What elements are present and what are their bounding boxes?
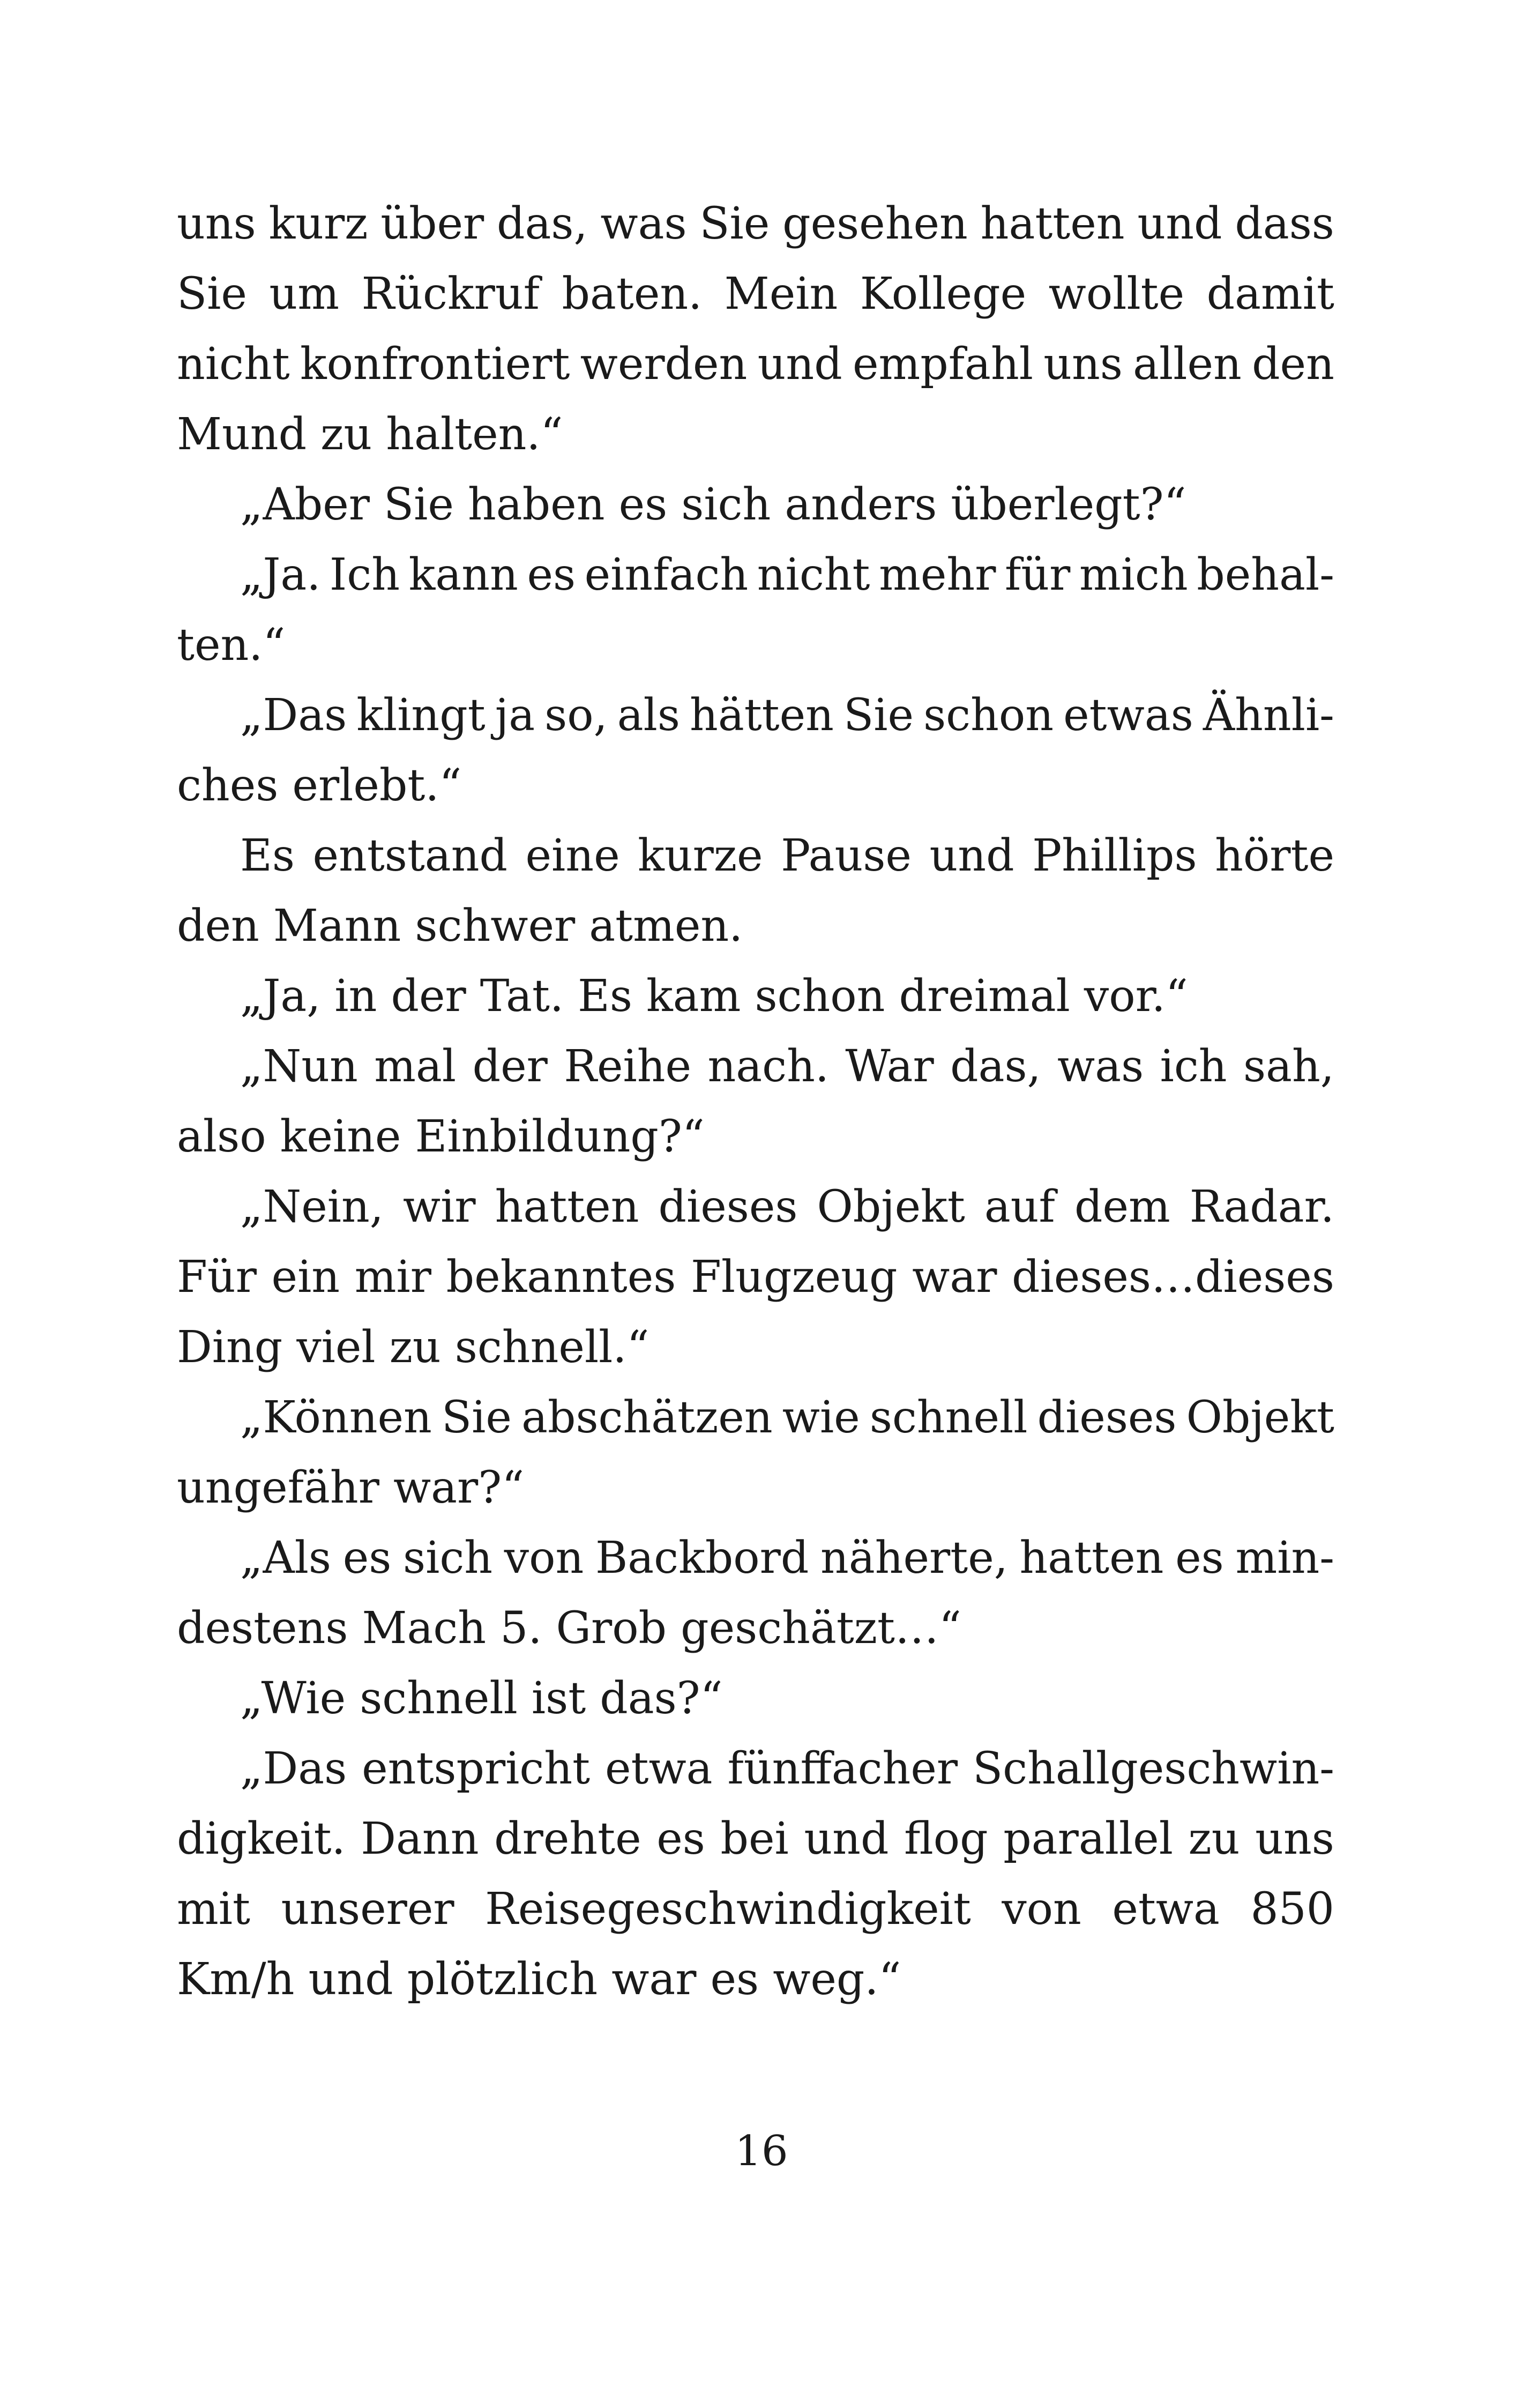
- word: „Als: [240, 1533, 332, 1584]
- word: so,: [544, 690, 608, 741]
- word: hatten: [1019, 1533, 1164, 1584]
- word: „Nun: [240, 1041, 358, 1092]
- word: Radar.: [1189, 1181, 1334, 1232]
- word: Reihe: [564, 1041, 692, 1092]
- word: behal-: [1197, 549, 1334, 600]
- word: mich: [1079, 549, 1188, 600]
- text-line: [177, 1031, 1334, 1102]
- text-line: [177, 1523, 1334, 1593]
- word: es: [527, 549, 576, 600]
- text-line: ungefähr war?“: [177, 1462, 525, 1513]
- word: mit: [177, 1884, 250, 1935]
- word: gesehen: [782, 198, 968, 249]
- text-line: [177, 1734, 1334, 1804]
- word: min-: [1235, 1533, 1334, 1584]
- word: Mein: [724, 269, 838, 319]
- word: dieses…dieses: [1012, 1252, 1334, 1303]
- word: Flugzeug: [691, 1252, 898, 1303]
- word: parallel: [1003, 1814, 1173, 1864]
- text-line: destens Mach 5. Grob geschätzt…“: [177, 1603, 961, 1654]
- word: was: [1057, 1041, 1144, 1092]
- word: werden: [580, 339, 748, 390]
- word: über: [380, 198, 484, 249]
- word: unserer: [281, 1884, 454, 1935]
- word: „Nein,: [240, 1181, 384, 1232]
- word: dieses: [1037, 1392, 1177, 1443]
- word: wir: [402, 1181, 476, 1232]
- word: Objekt: [1186, 1392, 1334, 1443]
- word: empfahl: [852, 339, 1033, 390]
- word: das,: [497, 198, 588, 249]
- word: Kollege: [860, 269, 1027, 319]
- word: nach.: [707, 1041, 829, 1092]
- word: Dann: [361, 1814, 479, 1864]
- word: etwa: [1112, 1884, 1220, 1935]
- word: allen: [1133, 339, 1242, 390]
- word: eine: [525, 830, 620, 881]
- word: kann: [408, 549, 518, 600]
- word: und: [804, 1814, 889, 1864]
- word: als: [617, 690, 680, 741]
- word: entstand: [312, 830, 507, 881]
- text-line: „Wie schnell ist das?“: [240, 1673, 723, 1724]
- word: bekanntes: [446, 1252, 676, 1303]
- word: hatten: [980, 198, 1125, 249]
- text-line: „Aber Sie haben es sich anders überlegt?“: [240, 479, 1186, 530]
- word: Für: [177, 1252, 257, 1303]
- text-line: den Mann schwer atmen.: [177, 901, 743, 952]
- word: sich: [403, 1533, 493, 1584]
- word: Sie: [442, 1392, 512, 1443]
- page-number: 16: [735, 2127, 788, 2175]
- word: damit: [1206, 269, 1334, 319]
- body-text: [177, 189, 1334, 2015]
- word: und: [929, 830, 1014, 881]
- word: einfach: [584, 549, 749, 600]
- word: um: [269, 269, 339, 319]
- word: Objekt: [817, 1181, 965, 1232]
- word: wollte: [1048, 269, 1185, 319]
- word: etwas: [1063, 690, 1193, 741]
- text-line: ten.“: [177, 620, 286, 671]
- word: klingt: [356, 690, 486, 741]
- word: uns: [1043, 339, 1123, 390]
- word: Pause: [781, 830, 912, 881]
- word: Rückruf: [361, 269, 540, 319]
- word: Es: [240, 830, 295, 881]
- word: kurz: [268, 198, 368, 249]
- word: „Ja.: [240, 549, 321, 600]
- word: baten.: [562, 269, 703, 319]
- word: „Können: [240, 1392, 432, 1443]
- word: für: [1005, 549, 1071, 600]
- text-line: also keine Einbildung?“: [177, 1111, 705, 1162]
- word: mir: [354, 1252, 431, 1303]
- word: näherte,: [820, 1533, 1008, 1584]
- word: mehr: [879, 549, 996, 600]
- word: etwa: [605, 1743, 713, 1794]
- text-line: [177, 1172, 1334, 1242]
- word: hatten: [495, 1181, 639, 1232]
- word: „Das: [240, 1743, 347, 1794]
- word: zu: [1188, 1814, 1240, 1864]
- word: von: [1002, 1884, 1081, 1935]
- text-line: [177, 1242, 1334, 1312]
- text-line: Mund zu halten.“: [177, 409, 563, 460]
- word: entspricht: [362, 1743, 591, 1794]
- word: fünffacher: [727, 1743, 958, 1794]
- text-line: [177, 189, 1334, 259]
- word: wie: [782, 1392, 860, 1443]
- word: dieses: [658, 1181, 798, 1232]
- word: mal: [374, 1041, 457, 1092]
- word: uns: [1255, 1814, 1334, 1864]
- text-line: ches erlebt.“: [177, 760, 462, 811]
- word: abschätzen: [521, 1392, 773, 1443]
- word: es: [342, 1533, 392, 1584]
- text-line: Ding viel zu schnell.“: [177, 1322, 649, 1373]
- text-line: [177, 821, 1334, 891]
- text-line: [177, 259, 1334, 329]
- word: der: [472, 1041, 548, 1092]
- word: bei: [720, 1814, 789, 1864]
- word: ich: [1160, 1041, 1227, 1092]
- word: hätten: [690, 690, 834, 741]
- word: Ich: [329, 549, 400, 600]
- word: den: [1252, 339, 1334, 390]
- word: 850: [1250, 1884, 1334, 1935]
- word: kurze: [638, 830, 763, 881]
- word: ja: [495, 690, 535, 741]
- text-line: [177, 329, 1334, 399]
- word: dass: [1235, 198, 1334, 249]
- word: uns: [177, 198, 256, 249]
- word: sah,: [1243, 1041, 1334, 1092]
- word: war: [912, 1252, 997, 1303]
- word: Sie: [699, 198, 770, 249]
- word: flog: [904, 1814, 988, 1864]
- word: nicht: [177, 339, 290, 390]
- word: und: [757, 339, 842, 390]
- word: Ähnli-: [1203, 690, 1334, 741]
- word: konfrontiert: [300, 339, 570, 390]
- word: digkeit.: [177, 1814, 346, 1864]
- word: Backbord: [595, 1533, 809, 1584]
- word: schon: [923, 690, 1054, 741]
- text-line: [177, 680, 1334, 750]
- text-line: Km/h und plötzlich war es weg.“: [177, 1954, 901, 2005]
- word: Reisegeschwindigkeit: [485, 1884, 971, 1935]
- word: dem: [1074, 1181, 1170, 1232]
- text-line: [177, 1383, 1334, 1453]
- word: es: [656, 1814, 705, 1864]
- text-line: [177, 1804, 1334, 1874]
- word: Schallgeschwin-: [972, 1743, 1334, 1794]
- text-line: [177, 1874, 1334, 1944]
- word: Phillips: [1032, 830, 1197, 881]
- word: Sie: [177, 269, 247, 319]
- word: von: [504, 1533, 584, 1584]
- word: es: [1175, 1533, 1224, 1584]
- text-line: „Ja, in der Tat. Es kam schon dreimal vor.“: [240, 971, 1188, 1022]
- word: was: [600, 198, 687, 249]
- word: auf: [984, 1181, 1055, 1232]
- word: schnell: [869, 1392, 1028, 1443]
- text-line: [177, 540, 1334, 610]
- word: und: [1137, 198, 1222, 249]
- word: Sie: [843, 690, 914, 741]
- word: nicht: [757, 549, 870, 600]
- word: das,: [950, 1041, 1041, 1092]
- word: drehte: [494, 1814, 641, 1864]
- word: ein: [271, 1252, 340, 1303]
- word: „Das: [240, 690, 347, 741]
- word: War: [845, 1041, 934, 1092]
- word: hörte: [1215, 830, 1334, 881]
